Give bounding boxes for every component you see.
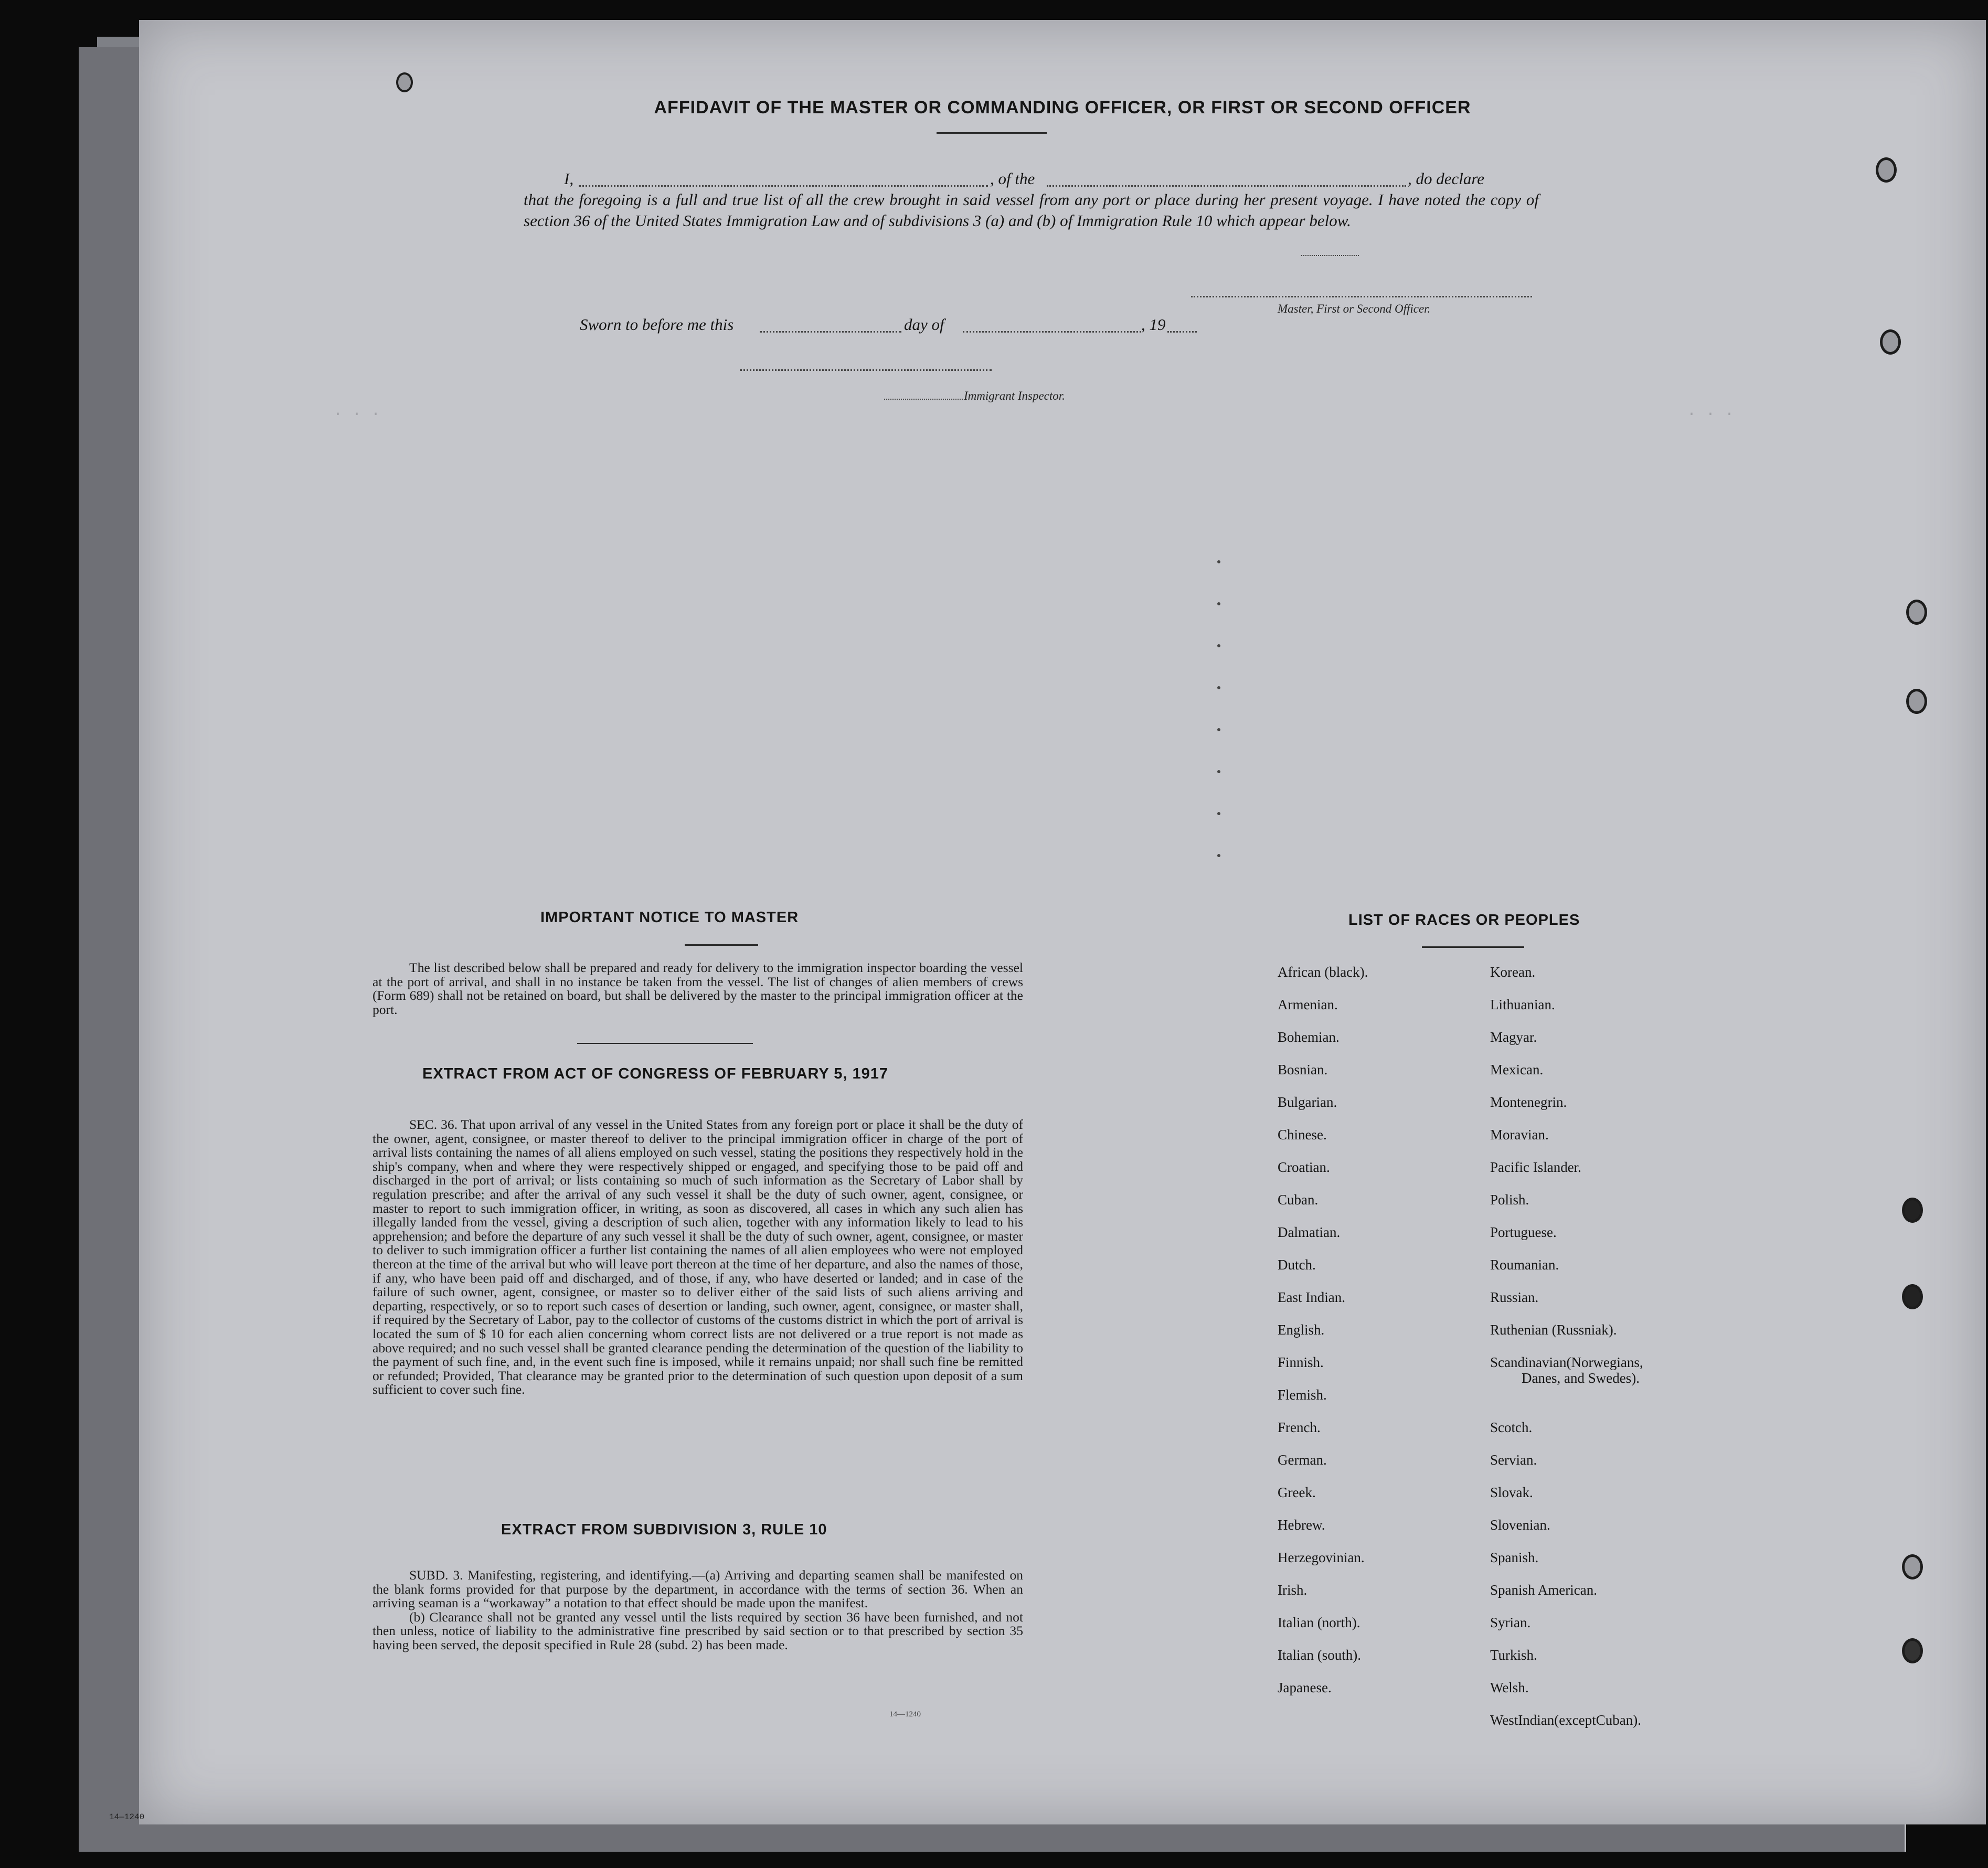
races-column-1 bbox=[1278, 964, 1487, 1730]
day-blank bbox=[760, 331, 901, 333]
race-entry: Korean. bbox=[1490, 964, 1536, 980]
race-entry: English. bbox=[1278, 1322, 1325, 1338]
sworn-line bbox=[580, 315, 1367, 336]
stray-mark bbox=[1217, 644, 1220, 647]
race-entry: Russian. bbox=[1490, 1289, 1539, 1305]
sworn-prefix: Sworn to before me this bbox=[580, 315, 734, 334]
binder-hole bbox=[1906, 600, 1927, 625]
race-entry: Mexican. bbox=[1490, 1062, 1544, 1077]
race-entry: Chinese. bbox=[1278, 1127, 1327, 1143]
declaration-body: that the foregoing is a full and true list of all the crew brought in said vessel from any port or place during her present voyage. I have noted the copy of section 36 of the United States Immigration Law and of subdivisions 3 (a) and (b) of Immigration Rule 10 which appear below. bbox=[524, 190, 1539, 230]
race-entry: Ruthenian (Russniak). bbox=[1490, 1322, 1617, 1338]
form-number: 14—1240 bbox=[889, 1710, 921, 1718]
race-entry: Lithuanian. bbox=[1490, 997, 1555, 1012]
binder-hole bbox=[1902, 1198, 1923, 1223]
small-blank bbox=[1301, 255, 1359, 256]
name-blank bbox=[579, 185, 988, 187]
manifest-page bbox=[139, 20, 1986, 1824]
race-entry: Moravian. bbox=[1490, 1127, 1549, 1143]
inspector-signature-line bbox=[740, 369, 992, 371]
bleed-through-mark: · · · bbox=[1687, 405, 1735, 423]
affidavit-title: AFFIDAVIT OF THE MASTER OR COMMANDING OFFICER, OR FIRST OR SECOND OFFICER bbox=[654, 98, 1471, 118]
inspector-caption: Immigrant Inspector. bbox=[964, 389, 1065, 402]
stray-mark bbox=[1217, 602, 1220, 605]
notice-paragraph: The list described below shall be prepared and ready for delivery to the immigration inspector boarding the vessel at the port of arrival, and shall in no instance be taken from the vessel. The list of changes of alien members of crews (Form 689) shall not be retained on board, but shall be delivered by the master to the principal immigration officer at the port. bbox=[373, 960, 1023, 1017]
race-entry: Roumanian. bbox=[1490, 1257, 1559, 1273]
race-entry: Magyar. bbox=[1490, 1029, 1537, 1045]
bleed-through-mark: · · · bbox=[333, 405, 381, 423]
corner-stamp: 14—1240 bbox=[109, 1812, 145, 1822]
stray-mark bbox=[1217, 560, 1220, 563]
signature-caption: Master, First or Second Officer. bbox=[1278, 302, 1431, 315]
race-entry: African (black). bbox=[1278, 964, 1368, 980]
rule10-paragraph-b: (b) Clearance shall not be granted any vessel until the lists required by section 36 have been furnished, and not then unless, notice of liability to the administrative fine prescribed by said section or to that prescribed by section 35 having been served, the deposit specified in Rule 28 (subd. 2) has been made. bbox=[373, 1609, 1023, 1652]
binder-hole bbox=[1876, 157, 1897, 183]
title-rule bbox=[937, 132, 1047, 134]
stray-mark bbox=[1217, 686, 1220, 689]
race-entry: Flemish. bbox=[1278, 1387, 1327, 1403]
race-entry: Italian (south). bbox=[1278, 1647, 1361, 1663]
stray-mark bbox=[1217, 812, 1220, 815]
race-entry: Montenegrin. bbox=[1490, 1094, 1567, 1110]
binder-hole bbox=[1906, 689, 1927, 714]
declaration-of-the: , of the bbox=[990, 169, 1035, 188]
race-entry: Italian (north). bbox=[1278, 1615, 1360, 1630]
signature-line bbox=[1191, 296, 1532, 297]
rule10-title: EXTRACT FROM SUBDIVISION 3, RULE 10 bbox=[501, 1521, 827, 1538]
binder-hole bbox=[1902, 1638, 1923, 1663]
declaration-do-declare: , do declare bbox=[1408, 169, 1485, 188]
binder-hole bbox=[1902, 1554, 1923, 1579]
race-entry: Slovenian. bbox=[1490, 1517, 1550, 1533]
race-entry: Portuguese. bbox=[1490, 1224, 1557, 1240]
races-rule bbox=[1422, 946, 1524, 948]
race-entry: Turkish. bbox=[1490, 1647, 1537, 1663]
race-entry: Hebrew. bbox=[1278, 1517, 1325, 1533]
race-entry: Cuban. bbox=[1278, 1192, 1319, 1208]
binder-hole bbox=[1902, 1284, 1923, 1309]
notice-rule bbox=[685, 944, 758, 946]
race-entry: Croatian. bbox=[1278, 1159, 1330, 1175]
notice-end-rule bbox=[577, 1043, 753, 1044]
race-entry: Danes, and Swedes). bbox=[1522, 1370, 1640, 1386]
race-entry: Dutch. bbox=[1278, 1257, 1316, 1273]
race-entry: Welsh. bbox=[1490, 1680, 1529, 1695]
race-entry: Bohemian. bbox=[1278, 1029, 1339, 1045]
rule10-paragraph-a: SUBD. 3. Manifesting, registering, and identifying.—(a) Arriving and departing seamen shall be manifested on the blank forms provided for that purpose by the department, in accordance with the terms of section 36. When an arriving seaman is a “workaway” a notation to that effect should be made upon the manifest. bbox=[373, 1567, 1023, 1611]
race-entry: Irish. bbox=[1278, 1582, 1307, 1598]
race-entry: French. bbox=[1278, 1419, 1321, 1435]
vessel-blank bbox=[1047, 185, 1406, 187]
notice-text bbox=[373, 961, 1023, 1017]
notice-title: IMPORTANT NOTICE TO MASTER bbox=[540, 909, 799, 926]
act-paragraph: SEC. 36. That upon arrival of any vessel in the United States from any foreign port or place it shall be the duty of the owner, agent, consignee, or master thereof to deliver to the principal immigration officer in charge of the port of arrival lists containing the names of all aliens employed on such vessel, stating the positions they respectively hold in the ship's company, when and where they were respectively shipped or engaged, and specifying those to be paid off and discharged in the port of arrival; or lists containing so much of such information as the Secretary of Labor shall by regulation prescribe; and after the arrival of any such vessel it shall be the duty of such owner, agent, consignee, or master to report to such immigration officer, in writing, as soon as discovered, all cases in which any such alien has illegally landed from the vessel, giving a description of such alien, together with any information likely to lead to his apprehension; and before the departure of any such vessel it shall be the duty of such owner, agent, consignee, or master to deliver to such immigration officer a further list containing the names of all alien employees who were not employed thereon at the time of the arrival but who will leave port thereon at the time of her departure, and also the names of those, if any, who have been paid off and discharged, and of those, if any, who have deserted or landed; and in case of the failure of such owner, agent, consignee, or master so to deliver either of the said lists of such aliens arriving and departing, respectively, or so to report such cases of desertion or landing, such owner, agent, consignee, or master shall, if required by the Secretary of Labor, pay to the collector of customs of the customs district in which the port of arrival is located the sum of $ 10 for each alien concerning whom correct lists are not delivered or a true report is not made as above required; and no such vessel shall be granted clearance pending the determination of the question of the liability to the payment of such fine, and, in the event such fine is imposed, while it remains unpaid; nor shall such fine be remitted or refunded; Provided, That clearance may be granted prior to the determination of such question upon deposit of a sum sufficient to cover such fine. bbox=[373, 1117, 1023, 1397]
race-entry: Greek. bbox=[1278, 1485, 1316, 1500]
sworn-year: , 19 bbox=[1141, 315, 1166, 334]
race-entry: Pacific Islander. bbox=[1490, 1159, 1581, 1175]
month-blank bbox=[963, 331, 1141, 333]
inspector-small-line bbox=[884, 399, 963, 400]
race-entry: Slovak. bbox=[1490, 1485, 1533, 1500]
race-entry: Finnish. bbox=[1278, 1354, 1324, 1370]
race-entry: Armenian. bbox=[1278, 997, 1338, 1012]
race-entry: Scotch. bbox=[1490, 1419, 1533, 1435]
sworn-day-of: day of bbox=[904, 315, 944, 334]
race-entry: Japanese. bbox=[1278, 1680, 1332, 1695]
race-entry: Spanish. bbox=[1490, 1550, 1539, 1565]
race-entry: Spanish American. bbox=[1490, 1582, 1597, 1598]
race-entry: Syrian. bbox=[1490, 1615, 1531, 1630]
race-entry: Polish. bbox=[1490, 1192, 1529, 1208]
race-entry: Dalmatian. bbox=[1278, 1224, 1341, 1240]
race-entry: German. bbox=[1278, 1452, 1327, 1468]
stray-mark bbox=[1217, 854, 1220, 857]
act-title: EXTRACT FROM ACT OF CONGRESS OF FEBRUARY 5, 1917 bbox=[422, 1065, 889, 1082]
rule10-text bbox=[373, 1568, 1023, 1652]
act-text bbox=[373, 1118, 1023, 1397]
binder-hole bbox=[396, 72, 413, 92]
race-entry: Scandinavian(Norwegians, bbox=[1490, 1354, 1643, 1370]
declaration-i: I, bbox=[564, 169, 574, 188]
binder-hole bbox=[1880, 329, 1901, 355]
race-entry: Bosnian. bbox=[1278, 1062, 1328, 1077]
declaration-line bbox=[543, 169, 1676, 190]
stray-mark bbox=[1217, 770, 1220, 773]
race-entry: Servian. bbox=[1490, 1452, 1537, 1468]
year-blank bbox=[1167, 331, 1197, 333]
races-column-2 bbox=[1490, 964, 1710, 1730]
race-entry: Bulgarian. bbox=[1278, 1094, 1337, 1110]
race-entry: East Indian. bbox=[1278, 1289, 1345, 1305]
races-title: LIST OF RACES OR PEOPLES bbox=[1348, 912, 1580, 928]
stray-mark bbox=[1217, 728, 1220, 731]
race-entry: WestIndian(exceptCuban). bbox=[1490, 1712, 1641, 1728]
race-entry: Herzegovinian. bbox=[1278, 1550, 1365, 1565]
